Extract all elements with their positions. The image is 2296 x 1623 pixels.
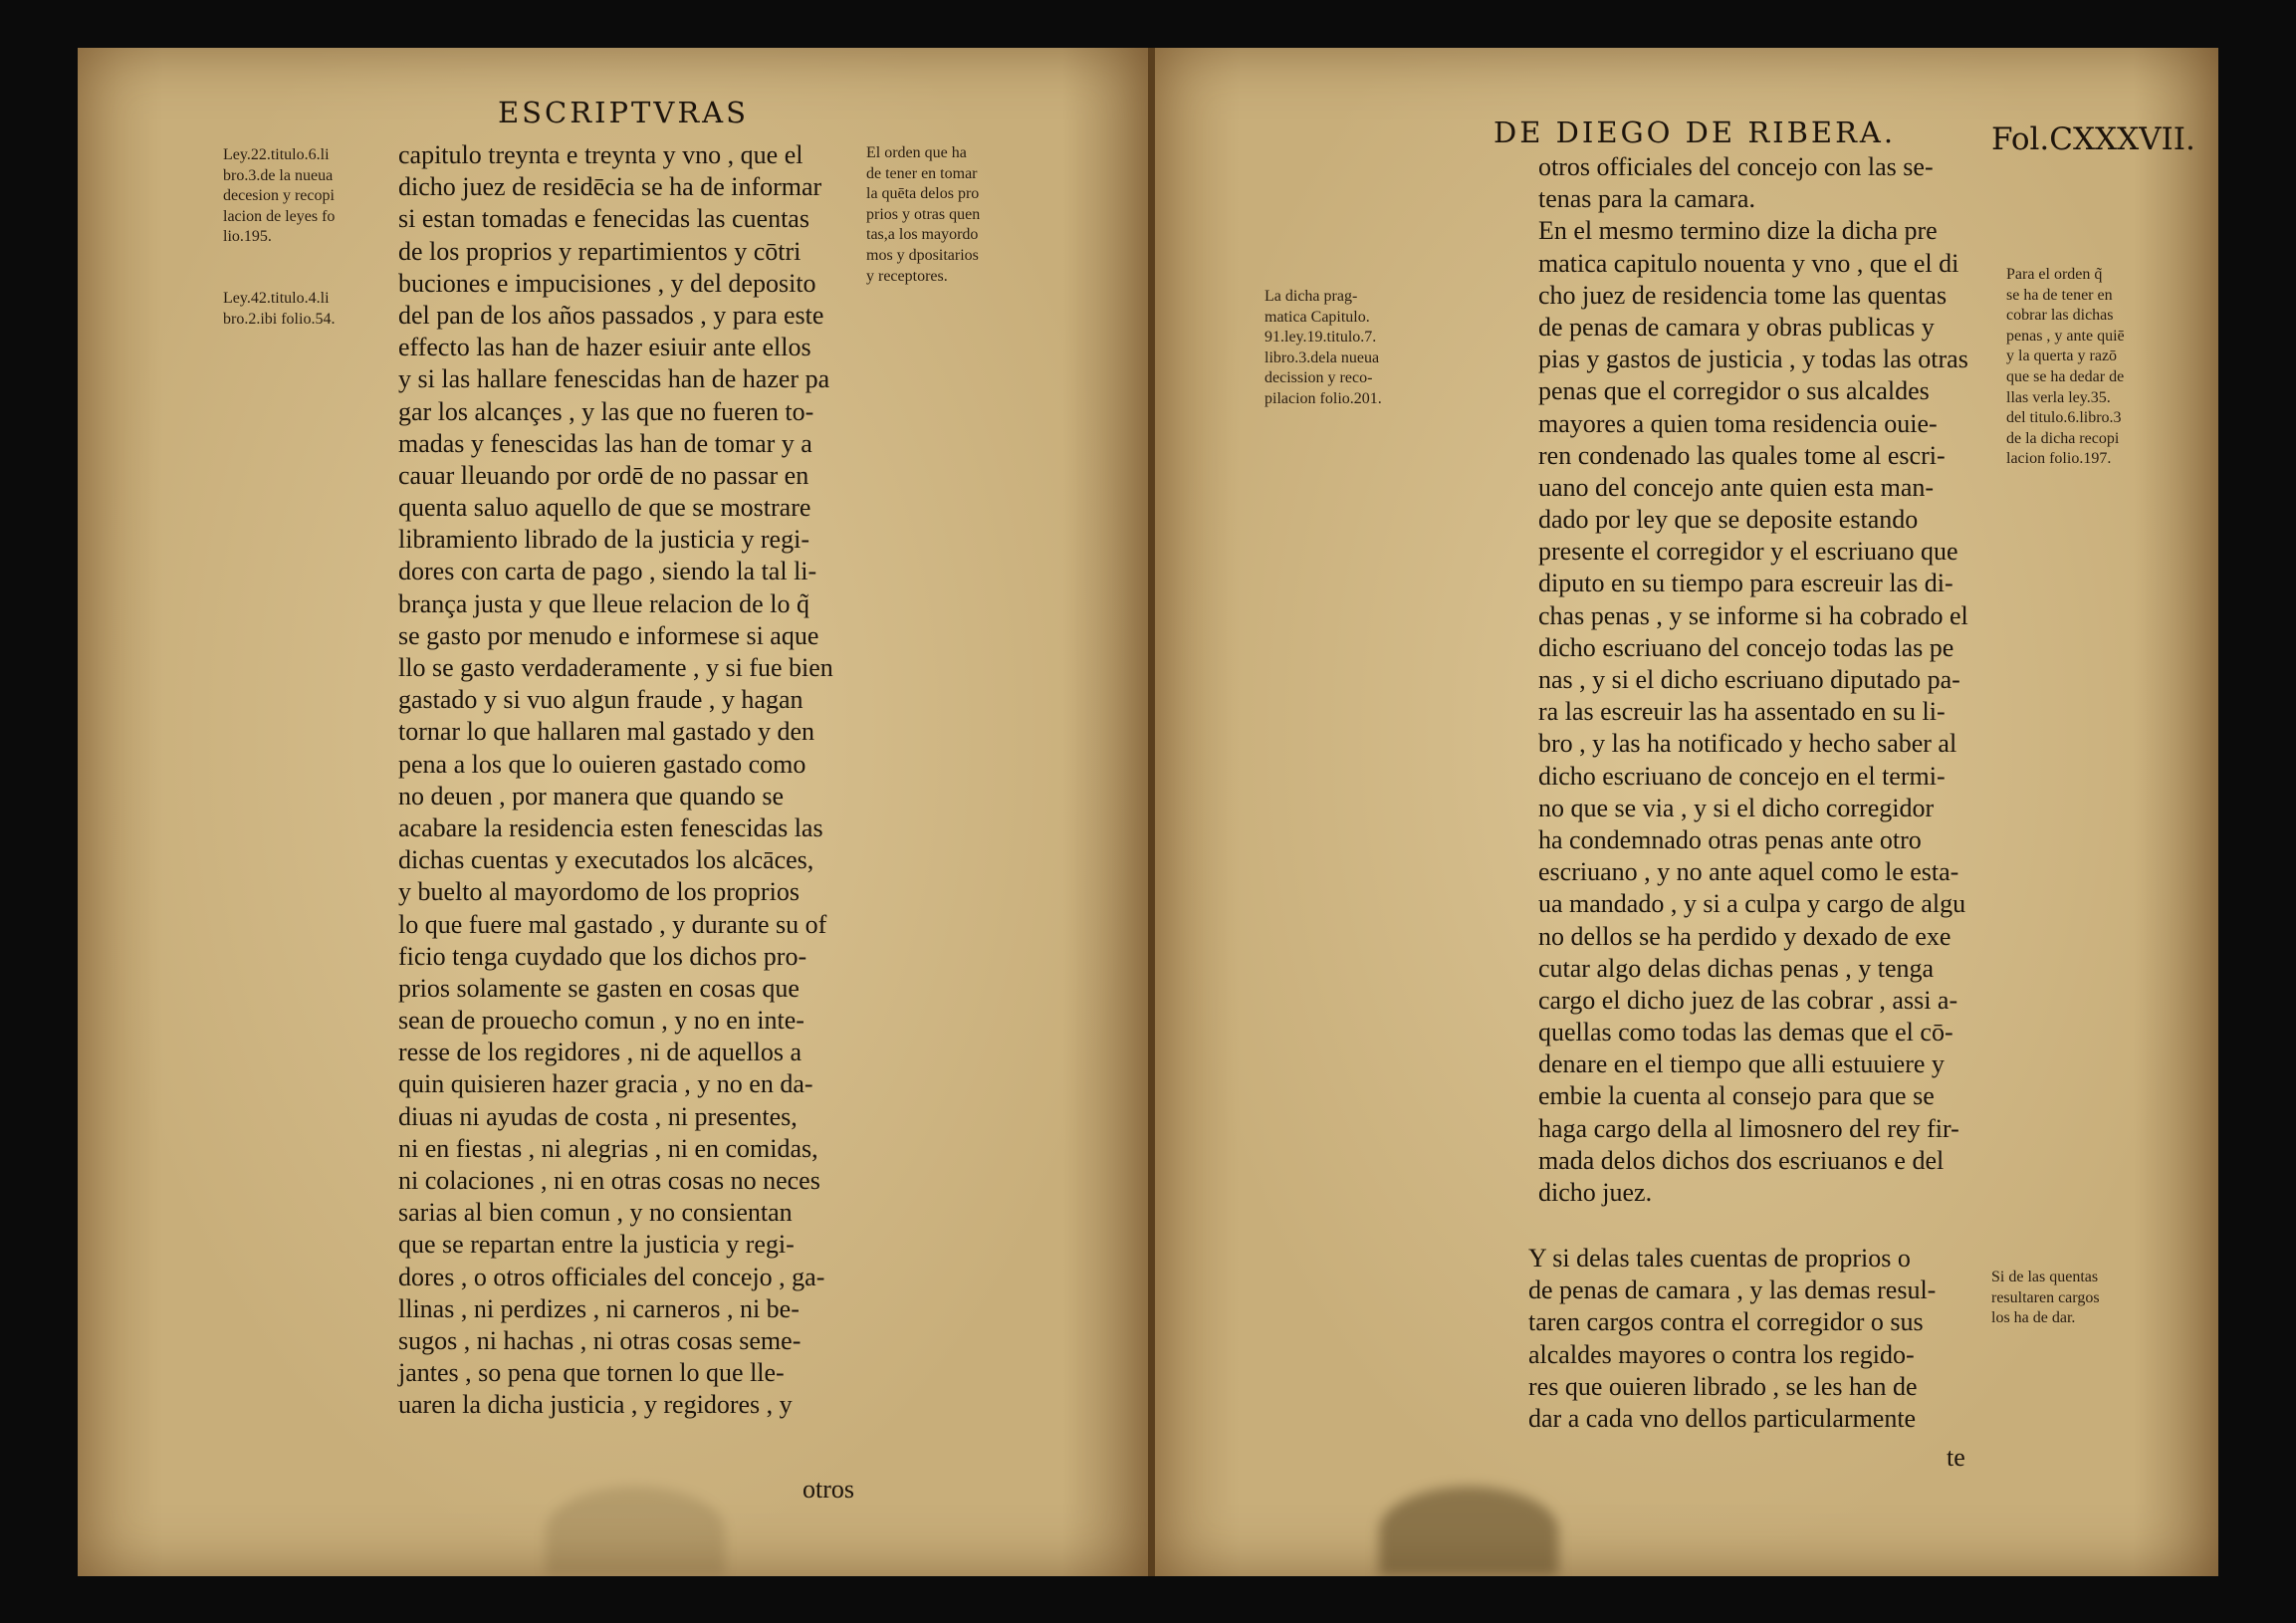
- margin-note-line: lacion folio.197.: [2006, 450, 2112, 468]
- text-line: ni colaciones , ni en otras cosas no neces: [398, 1166, 820, 1195]
- text-line: ra las escreuir las ha assentado en su li-: [1538, 697, 1946, 727]
- margin-note-line: La dicha prag-: [1264, 288, 1358, 305]
- text-line: llo se gasto verdaderamente , y si fue bien: [398, 653, 833, 682]
- text-line: uano del concejo ante quien esta man-: [1538, 472, 1935, 502]
- text-line: cauar lleuando por ordē de no passar en: [398, 460, 809, 490]
- paper-stain: [546, 1487, 725, 1576]
- margin-note-line: libro.3.dela nueua: [1264, 348, 1380, 366]
- text-line: prios solamente se gasten en cosas que: [398, 973, 800, 1003]
- text-line: sean de prouecho comun , y no en inte-: [398, 1006, 804, 1036]
- margin-note-line: y receptores.: [866, 267, 948, 285]
- left-page-inner-margin-note: [866, 143, 980, 287]
- right-running-head: DE DIEGO DE RIBERA.: [1493, 116, 1897, 149]
- margin-note-line: bro.2.ibi folio.54.: [223, 310, 336, 328]
- left-page-body: [398, 139, 833, 1422]
- text-line: taren cargos contra el corregidor o sus: [1528, 1307, 1924, 1337]
- text-line: llinas , ni perdizes , ni carneros , ni be-: [398, 1293, 800, 1323]
- left-page-catchword: otros: [803, 1475, 854, 1504]
- margin-note-line: de tener en tomar: [866, 164, 978, 182]
- text-line: Y si delas tales cuentas de proprios o: [1528, 1244, 1911, 1273]
- text-line: y si las hallare fenescidas han de hazer pa: [398, 364, 830, 394]
- text-line: tenas para la camara.: [1538, 184, 1755, 214]
- text-line: dado por ley que se deposite estando: [1538, 505, 1919, 535]
- text-line: alcaldes mayores o contra los regido-: [1528, 1339, 1915, 1369]
- text-line: diputo en su tiempo para escreuir las di-: [1538, 569, 1953, 598]
- margin-note-line: se ha de tener en: [2006, 286, 2113, 304]
- text-line: se gasto por menudo e informese si aque: [398, 620, 819, 650]
- text-line: ni en fiestas , ni alegrias , ni en comidas,: [398, 1133, 818, 1163]
- text-line: penas que el corregidor o sus alcaldes: [1538, 376, 1930, 406]
- text-line: dicho escriuano del concejo todas las pe: [1538, 632, 1954, 662]
- text-line: escriuano , y no ante aquel como le esta-: [1538, 857, 1959, 887]
- text-line: nas , y si el dicho escriuano diputado pa-: [1538, 665, 1960, 694]
- book-spread: [78, 48, 2218, 1576]
- left-page: [78, 48, 1148, 1576]
- text-line: ha condemnado otras penas ante otro: [1538, 824, 1922, 854]
- margin-note-line: matica Capitulo.: [1264, 308, 1370, 326]
- text-line: otros officiales del concejo con las se-: [1538, 152, 1934, 181]
- folio-number: Fol.CXXXVII.: [1991, 121, 2195, 157]
- right-page-inner-margin-note: [1264, 287, 1382, 410]
- text-line: que se repartan entre la justicia y regi-: [398, 1230, 795, 1260]
- text-line: de los proprios y repartimientos y cōtri: [398, 236, 802, 266]
- margin-note-line: mos y dpositarios: [866, 246, 979, 264]
- text-line: embie la cuenta al consejo para que se: [1538, 1081, 1935, 1111]
- right-page-outer-margin-note-1: [2006, 265, 2125, 470]
- text-line: si estan tomadas e fenecidas las cuentas: [398, 204, 809, 234]
- text-line: uaren la dicha justicia , y regidores , y: [398, 1390, 793, 1420]
- text-line: acabare la residencia esten fenescidas las: [398, 812, 823, 842]
- left-page-outer-margin-note-2: [223, 289, 335, 330]
- margin-note-line: Para el orden q̃: [2006, 266, 2103, 283]
- margin-note-line: resultaren cargos: [1991, 1288, 2100, 1306]
- margin-note-line: bro.3.de la nueua: [223, 166, 334, 184]
- text-line: dores , o otros officiales del concejo , ga-: [398, 1262, 825, 1291]
- text-line: del pan de los años passados , y para este: [398, 300, 824, 330]
- text-line: quin quisieren hazer gracia , y no en da-: [398, 1069, 813, 1099]
- book-gutter: [1148, 48, 1155, 1576]
- margin-note-line: decission y reco-: [1264, 369, 1373, 387]
- text-line: denare en el tiempo que alli estuuiere y: [1538, 1049, 1945, 1079]
- text-line: diuas ni ayudas de costa , ni presentes,: [398, 1101, 798, 1131]
- text-line: ren condenado las quales tome al escri-: [1538, 440, 1946, 470]
- right-page-outer-margin-note-2: [1991, 1268, 2100, 1329]
- margin-note-line: pilacion folio.201.: [1264, 389, 1382, 407]
- text-line: matica capitulo nouenta y vno , que el di: [1538, 248, 1959, 278]
- text-line: mada delos dichos dos escriuanos e del: [1538, 1145, 1945, 1175]
- margin-note-line: Si de las quentas: [1991, 1269, 2099, 1285]
- margin-note-line: decesion y recopi: [223, 187, 335, 205]
- text-line: res que ouieren librado , se les han de: [1528, 1371, 1918, 1401]
- margin-note-line: los ha de dar.: [1991, 1309, 2076, 1327]
- text-line: ua mandado , y si a culpa y cargo de algu: [1538, 889, 1966, 919]
- margin-note-line: cobrar las dichas: [2006, 307, 2114, 325]
- right-page-body-paragraph-2: [1528, 1243, 1936, 1435]
- text-line: no dellos se ha perdido y dexado de exe: [1538, 921, 1952, 951]
- text-line: dichas cuentas y executados los alcāces,: [398, 845, 814, 875]
- text-line: quenta saluo aquello de que se mostrare: [398, 493, 811, 523]
- text-line: bro , y las ha notificado y hecho saber al: [1538, 729, 1957, 759]
- text-line: jantes , so pena que tornen lo que lle-: [398, 1358, 785, 1388]
- text-line: brança justa y que lleue relacion de lo q̃: [398, 588, 809, 618]
- margin-note-line: penas , y ante quiē: [2006, 327, 2125, 345]
- text-line: madas y fenescidas las han de tomar y a: [398, 428, 812, 458]
- text-line: dar a cada vno dellos particularmente: [1528, 1403, 1917, 1433]
- text-line: gar los alcançes , y las que no fueren to-: [398, 396, 814, 426]
- margin-note-line: del titulo.6.libro.3: [2006, 409, 2122, 427]
- text-line: gastado y si vuo algun fraude , y hagan: [398, 685, 804, 715]
- text-line: buciones e impucisiones , y del deposito: [398, 268, 816, 298]
- text-line: cargo el dicho juez de las cobrar , assi a-: [1538, 985, 1958, 1015]
- margin-note-line: lacion de leyes fo: [223, 207, 336, 225]
- left-page-outer-margin-note-1: [223, 145, 335, 248]
- text-line: pena a los que lo ouieren gastado como: [398, 749, 806, 779]
- margin-note-line: y la querta y razō: [2006, 348, 2118, 365]
- margin-note-line: lio.195.: [223, 228, 272, 246]
- text-line: tornar lo que hallaren mal gastado y den: [398, 717, 815, 747]
- text-line: dicho juez.: [1538, 1178, 1653, 1207]
- margin-note-line: Ley.42.titulo.4.li: [223, 290, 330, 307]
- text-line: capitulo treynta e treynta y vno , que el: [398, 140, 804, 169]
- text-line: ficio tenga cuydado que los dichos pro-: [398, 941, 807, 971]
- left-running-head: ESCRIPTVRAS: [498, 96, 749, 129]
- text-line: sarias al bien comun , y no consientan: [398, 1198, 793, 1228]
- text-line: y buelto al mayordomo de los proprios: [398, 877, 800, 907]
- margin-note-line: Ley.22.titulo.6.li: [223, 146, 330, 163]
- text-line: quellas como todas las demas que el cō-: [1538, 1018, 1953, 1047]
- text-line: no que se via , y si el dicho corregidor: [1538, 793, 1935, 822]
- margin-note-line: tas,a los mayordo: [866, 226, 979, 244]
- text-line: de penas de camara , y las demas resul-: [1528, 1275, 1937, 1305]
- text-line: de penas de camara y obras publicas y: [1538, 312, 1935, 342]
- paper-stain: [1379, 1487, 1558, 1576]
- text-line: mayores a quien toma residencia ouie-: [1538, 408, 1938, 438]
- text-line: pias y gastos de justicia , y todas las otras: [1538, 345, 1968, 374]
- right-page-catchword: te: [1947, 1443, 1965, 1472]
- text-line: En el mesmo termino dize la dicha pre: [1538, 216, 1938, 246]
- text-line: sugos , ni hachas , ni otras cosas seme-: [398, 1325, 802, 1355]
- margin-note-line: que se ha dedar de: [2006, 367, 2125, 385]
- text-line: no deuen , por manera que quando se: [398, 781, 784, 811]
- right-page: [1155, 48, 2218, 1576]
- text-line: dicho escriuano de concejo en el termi-: [1538, 761, 1946, 791]
- margin-note-line: llas verla ley.35.: [2006, 388, 2111, 406]
- margin-note-line: 91.ley.19.titulo.7.: [1264, 329, 1377, 347]
- margin-note-line: de la dicha recopi: [2006, 429, 2120, 447]
- text-line: libramiento librado de la justicia y regi-: [398, 525, 809, 555]
- text-line: lo que fuere mal gastado , y durante su of: [398, 909, 827, 939]
- text-line: resse de los regidores , ni de aquellos a: [398, 1038, 803, 1067]
- text-line: cho juez de residencia tome las quentas: [1538, 280, 1948, 310]
- right-page-body: [1538, 151, 1968, 1209]
- text-line: haga cargo della al limosnero del rey fir-: [1538, 1113, 1959, 1143]
- text-line: dores con carta de pago , siendo la tal li-: [398, 557, 817, 586]
- text-line: cutar algo delas dichas penas , y tenga: [1538, 953, 1935, 983]
- margin-note-line: prios y otras quen: [866, 205, 981, 223]
- text-line: dicho juez de residēcia se ha de informar: [398, 172, 822, 202]
- text-line: chas penas , y se informe si ha cobrado el: [1538, 600, 1968, 630]
- margin-note-line: El orden que ha: [866, 144, 967, 161]
- margin-note-line: la quēta delos pro: [866, 185, 980, 203]
- text-line: presente el corregidor y el escriuano que: [1538, 537, 1958, 567]
- text-line: effecto las han de hazer esiuir ante ellos: [398, 333, 811, 362]
